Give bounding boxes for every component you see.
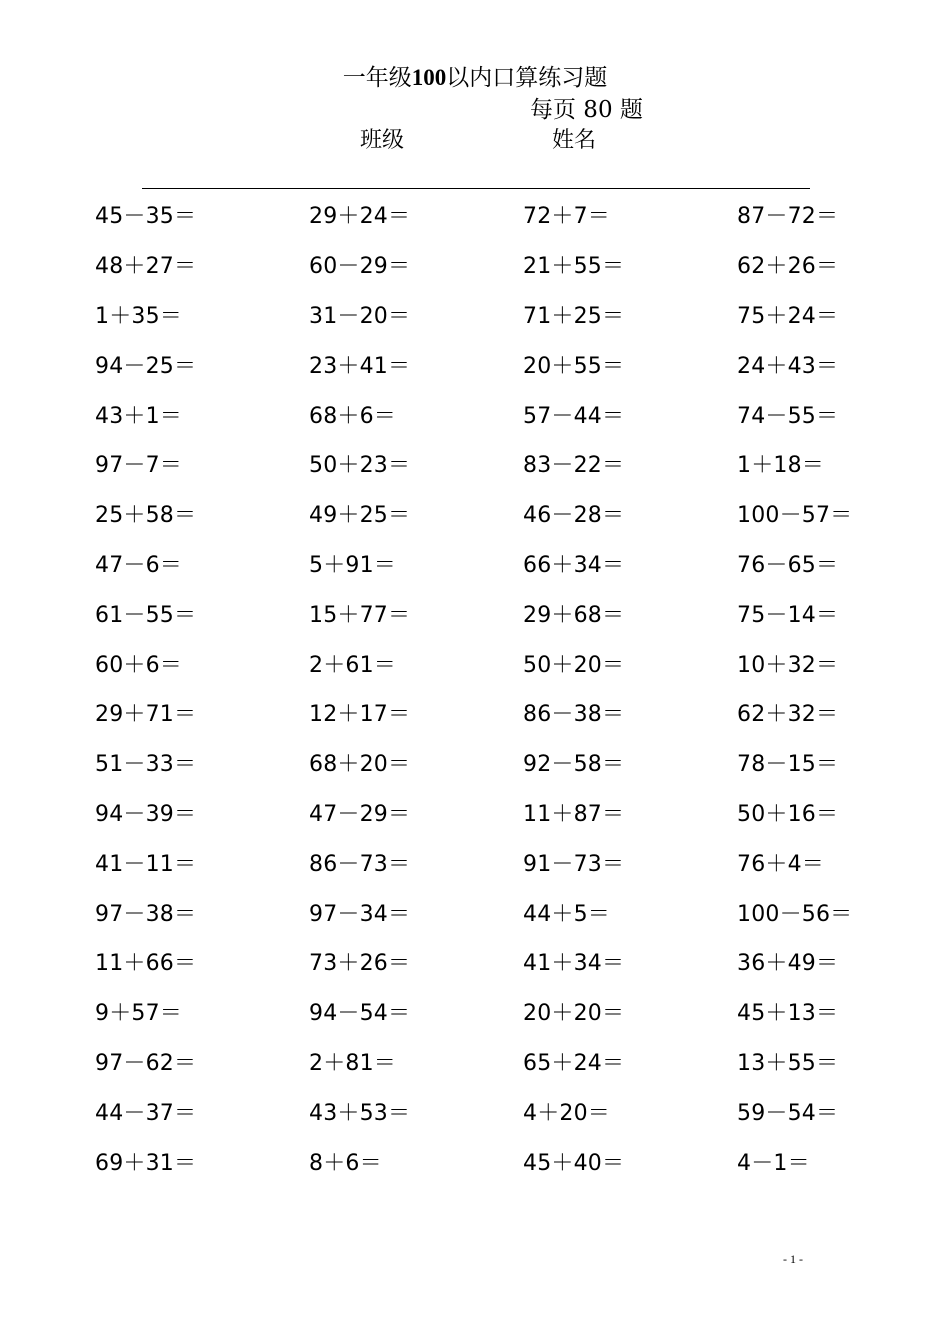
problem-item: 61－55＝	[95, 602, 197, 628]
problem-item: 97－38＝	[95, 901, 197, 927]
problem-item: 8＋6＝	[309, 1150, 382, 1176]
problem-item: 36＋49＝	[737, 951, 839, 977]
problem-item: 43＋1＝	[95, 403, 182, 429]
problem-row	[95, 1086, 950, 1136]
problem-item: 60＋6＝	[95, 652, 182, 678]
problem-item: 76＋4＝	[737, 851, 824, 877]
problem-item: 29＋24＝	[309, 204, 411, 230]
problem-item: 48＋27＝	[95, 254, 197, 280]
problem-row	[95, 539, 950, 589]
problem-item: 4＋20＝	[523, 1100, 610, 1126]
problem-item: 44＋5＝	[523, 901, 610, 927]
problem-item: 41＋34＝	[523, 951, 625, 977]
problem-row	[95, 190, 950, 240]
problem-item: 31－20＝	[309, 303, 411, 329]
problems-per-page: 每页 80 题	[530, 97, 643, 123]
problem-item: 45＋40＝	[523, 1150, 625, 1176]
problem-item: 97－62＝	[95, 1050, 197, 1076]
problem-item: 75－14＝	[737, 602, 839, 628]
problem-item: 1＋18＝	[737, 453, 824, 479]
problem-item: 76－65＝	[737, 552, 839, 578]
problem-item: 62＋26＝	[737, 254, 839, 280]
header-rule	[142, 188, 810, 189]
problem-item: 47－29＝	[309, 801, 411, 827]
problem-item: 23＋41＝	[309, 353, 411, 379]
problem-item: 69＋31＝	[95, 1150, 197, 1176]
problem-item: 13＋55＝	[737, 1050, 839, 1076]
problem-item: 57－44＝	[523, 403, 625, 429]
problem-item: 100－56＝	[737, 901, 853, 927]
problem-row	[95, 389, 950, 439]
problem-item: 20＋55＝	[523, 353, 625, 379]
problem-item: 29＋68＝	[523, 602, 625, 628]
problem-row	[95, 688, 950, 738]
problem-item: 11＋66＝	[95, 951, 197, 977]
problem-item: 43＋53＝	[309, 1100, 411, 1126]
problem-item: 59－54＝	[737, 1100, 839, 1126]
problem-item: 11＋87＝	[523, 801, 625, 827]
problem-row	[95, 290, 950, 340]
problem-item: 45＋13＝	[737, 1001, 839, 1027]
page-number: - 1 -	[783, 1252, 803, 1266]
problem-item: 66＋34＝	[523, 552, 625, 578]
problem-grid	[95, 190, 950, 1186]
problem-item: 44－37＝	[95, 1100, 197, 1126]
problem-item: 25＋58＝	[95, 503, 197, 529]
problem-item: 12＋17＝	[309, 702, 411, 728]
problem-item: 1＋35＝	[95, 303, 182, 329]
problem-item: 45－35＝	[95, 204, 197, 230]
problem-row	[95, 788, 950, 838]
problem-row	[95, 588, 950, 638]
problem-item: 49＋25＝	[309, 503, 411, 529]
title-suffix: 以内口算练习题	[446, 65, 608, 91]
problem-item: 71＋25＝	[523, 303, 625, 329]
problem-item: 4－1＝	[737, 1150, 810, 1176]
problem-row	[95, 1037, 950, 1087]
problem-row	[95, 339, 950, 389]
problem-item: 73＋26＝	[309, 951, 411, 977]
problem-item: 24＋43＝	[737, 353, 839, 379]
problem-item: 51－33＝	[95, 752, 197, 778]
problem-row	[95, 439, 950, 489]
name-label: 姓名	[552, 128, 597, 153]
problem-item: 97－7＝	[95, 453, 182, 479]
problem-item: 20＋20＝	[523, 1001, 625, 1027]
problem-item: 87－72＝	[737, 204, 839, 230]
problem-item: 86－73＝	[309, 851, 411, 877]
problem-item: 78－15＝	[737, 752, 839, 778]
problem-item: 50＋23＝	[309, 453, 411, 479]
problem-item: 92－58＝	[523, 752, 625, 778]
problem-item: 75＋24＝	[737, 303, 839, 329]
problem-row	[95, 738, 950, 788]
problem-item: 46－28＝	[523, 503, 625, 529]
problem-item: 68＋20＝	[309, 752, 411, 778]
problem-item: 65＋24＝	[523, 1050, 625, 1076]
problem-row	[95, 1136, 950, 1186]
problem-row	[95, 489, 950, 539]
problem-item: 86－38＝	[523, 702, 625, 728]
problem-item: 50＋20＝	[523, 652, 625, 678]
problem-item: 41－11＝	[95, 851, 197, 877]
problem-item: 2＋81＝	[309, 1050, 396, 1076]
problem-item: 60－29＝	[309, 254, 411, 280]
problem-item: 68＋6＝	[309, 403, 396, 429]
problem-row	[95, 638, 950, 688]
problem-item: 5＋91＝	[309, 552, 396, 578]
problem-row	[95, 987, 950, 1037]
problem-item: 74－55＝	[737, 403, 839, 429]
problem-item: 62＋32＝	[737, 702, 839, 728]
problem-item: 94－25＝	[95, 353, 197, 379]
problem-item: 47－6＝	[95, 552, 182, 578]
problem-item: 97－34＝	[309, 901, 411, 927]
problem-item: 10＋32＝	[737, 652, 839, 678]
page-title	[0, 62, 950, 94]
problem-row	[95, 240, 950, 290]
problem-item: 21＋55＝	[523, 254, 625, 280]
problem-item: 50＋16＝	[737, 801, 839, 827]
problem-row	[95, 887, 950, 937]
problem-item: 94－39＝	[95, 801, 197, 827]
problem-item: 29＋71＝	[95, 702, 197, 728]
problem-item: 15＋77＝	[309, 602, 411, 628]
problem-item: 91－73＝	[523, 851, 625, 877]
problem-row	[95, 937, 950, 987]
title-number: 100	[411, 65, 447, 90]
problem-item: 72＋7＝	[523, 204, 610, 230]
problem-item: 83－22＝	[523, 453, 625, 479]
title-prefix: 一年级	[342, 65, 412, 91]
problem-item: 9＋57＝	[95, 1001, 182, 1027]
problem-item: 100－57＝	[737, 503, 853, 529]
class-label: 班级	[360, 128, 405, 153]
problem-item: 94－54＝	[309, 1001, 411, 1027]
problem-row	[95, 837, 950, 887]
problem-item: 2＋61＝	[309, 652, 396, 678]
